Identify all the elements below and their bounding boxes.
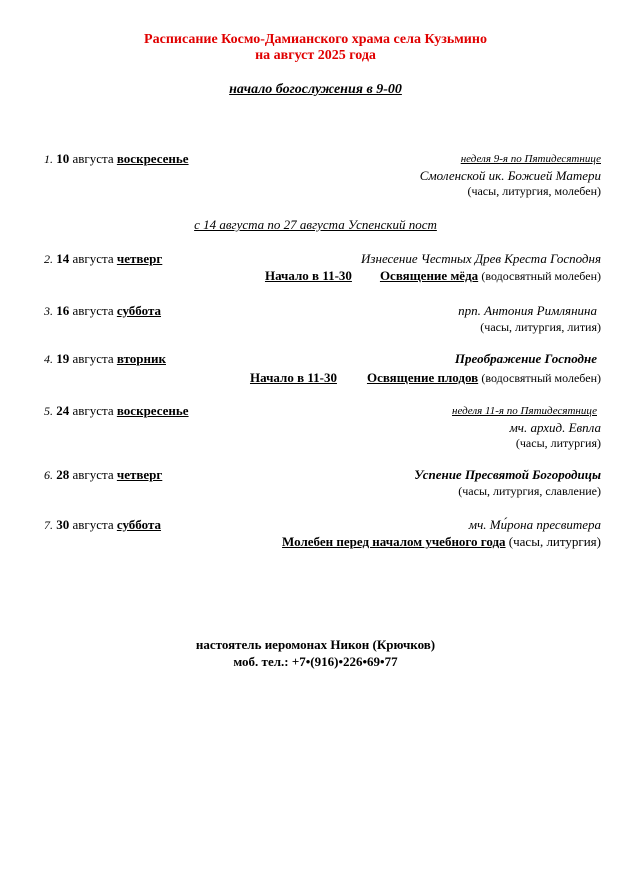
moleben-note: Молебен перед началом учебного года bbox=[282, 534, 506, 549]
entry-weekday: суббота bbox=[116, 303, 162, 318]
schedule-subtitle: на август 2025 года bbox=[255, 48, 376, 63]
rector-name: настоятель иеромонах Никон (Крючков) bbox=[195, 637, 436, 652]
entry-4-details bbox=[250, 370, 601, 386]
entry-3-services: (часы, литургия, лития) bbox=[480, 320, 601, 334]
start-time-note: Начало в 11-30 bbox=[264, 268, 352, 283]
entry-2-details bbox=[265, 268, 601, 284]
entry-7-feast: мч. Ми́рона пресвитера bbox=[468, 517, 601, 532]
entry-5-week: неделя 11-я по Пятидесятнице bbox=[452, 405, 597, 417]
entry-3-date bbox=[44, 303, 161, 319]
entry-weekday: воскресенье bbox=[116, 151, 189, 166]
entry-1-week: неделя 9-я по Пятидесятнице bbox=[460, 153, 601, 165]
entry-day: 24 bbox=[56, 403, 70, 418]
entry-number: 7. bbox=[44, 518, 53, 532]
entry-number: 6. bbox=[44, 468, 53, 482]
entry-5-feast: мч. архид. Евпла bbox=[509, 420, 601, 435]
entry-3-feast: прп. Антония Римлянина bbox=[458, 303, 597, 318]
entry-5-date bbox=[44, 403, 189, 419]
entry-6-feast: Успение Пресвятой Богородицы bbox=[414, 467, 601, 482]
entry-day: 10 bbox=[56, 151, 70, 166]
entry-4-date bbox=[44, 351, 166, 367]
service-start-time: начало богослужения в 9-00 bbox=[229, 82, 402, 97]
entry-weekday: суббота bbox=[116, 517, 162, 532]
entry-weekday: четверг bbox=[116, 467, 163, 482]
entry-month: августа bbox=[69, 151, 117, 166]
entry-weekday: воскресенье bbox=[116, 403, 189, 418]
entry-4-feast: Преображение Господне bbox=[454, 351, 597, 366]
entry-weekday: вторник bbox=[116, 351, 166, 366]
entry-2-services: (водосвятный молебен) bbox=[481, 269, 601, 283]
entry-day: 28 bbox=[56, 467, 70, 482]
entry-4-services: (водосвятный молебен) bbox=[481, 371, 601, 385]
entry-6-date bbox=[44, 467, 162, 483]
entry-number: 2. bbox=[44, 252, 53, 266]
start-time-note: Начало в 11-30 bbox=[249, 370, 337, 385]
entry-day: 14 bbox=[56, 251, 70, 266]
schedule-title: Расписание Космо-Дамианского храма села Кузьмино bbox=[144, 32, 487, 47]
entry-5-services: (часы, литургия) bbox=[515, 436, 601, 450]
entry-7-services: (часы, литургия) bbox=[508, 534, 601, 549]
blessing-note: Освящение плодов bbox=[366, 370, 479, 385]
blessing-note: Освящение мёда bbox=[379, 268, 479, 283]
entry-month: августа bbox=[69, 303, 117, 318]
entry-month: августа bbox=[69, 351, 117, 366]
entry-number: 4. bbox=[44, 352, 53, 366]
entry-1-feast: Смоленской ик. Божией Матери bbox=[419, 168, 601, 183]
entry-2-date bbox=[44, 251, 162, 267]
entry-month: августа bbox=[69, 251, 117, 266]
entry-month: августа bbox=[69, 403, 117, 418]
entry-7-details bbox=[282, 534, 601, 550]
entry-7-date bbox=[44, 517, 161, 533]
entry-number: 1. bbox=[44, 152, 53, 166]
entry-weekday: четверг bbox=[116, 251, 163, 266]
entry-day: 30 bbox=[56, 517, 70, 532]
entry-month: августа bbox=[69, 517, 117, 532]
entry-number: 3. bbox=[44, 304, 53, 318]
entry-number: 5. bbox=[44, 404, 53, 418]
entry-1-services: (часы, литургия, молебен) bbox=[467, 184, 601, 198]
entry-month: августа bbox=[69, 467, 117, 482]
entry-1-date bbox=[44, 151, 189, 167]
entry-2-feast: Изнесение Честных Древ Креста Господня bbox=[361, 251, 601, 266]
fast-notice: с 14 августа по 27 августа Успенский пост bbox=[194, 217, 437, 232]
entry-6-services: (часы, литургия, славление) bbox=[458, 484, 601, 498]
phone-number: моб. тел.: +7•(916)•226•69•77 bbox=[233, 654, 398, 669]
entry-day: 19 bbox=[56, 351, 70, 366]
entry-day: 16 bbox=[56, 303, 70, 318]
